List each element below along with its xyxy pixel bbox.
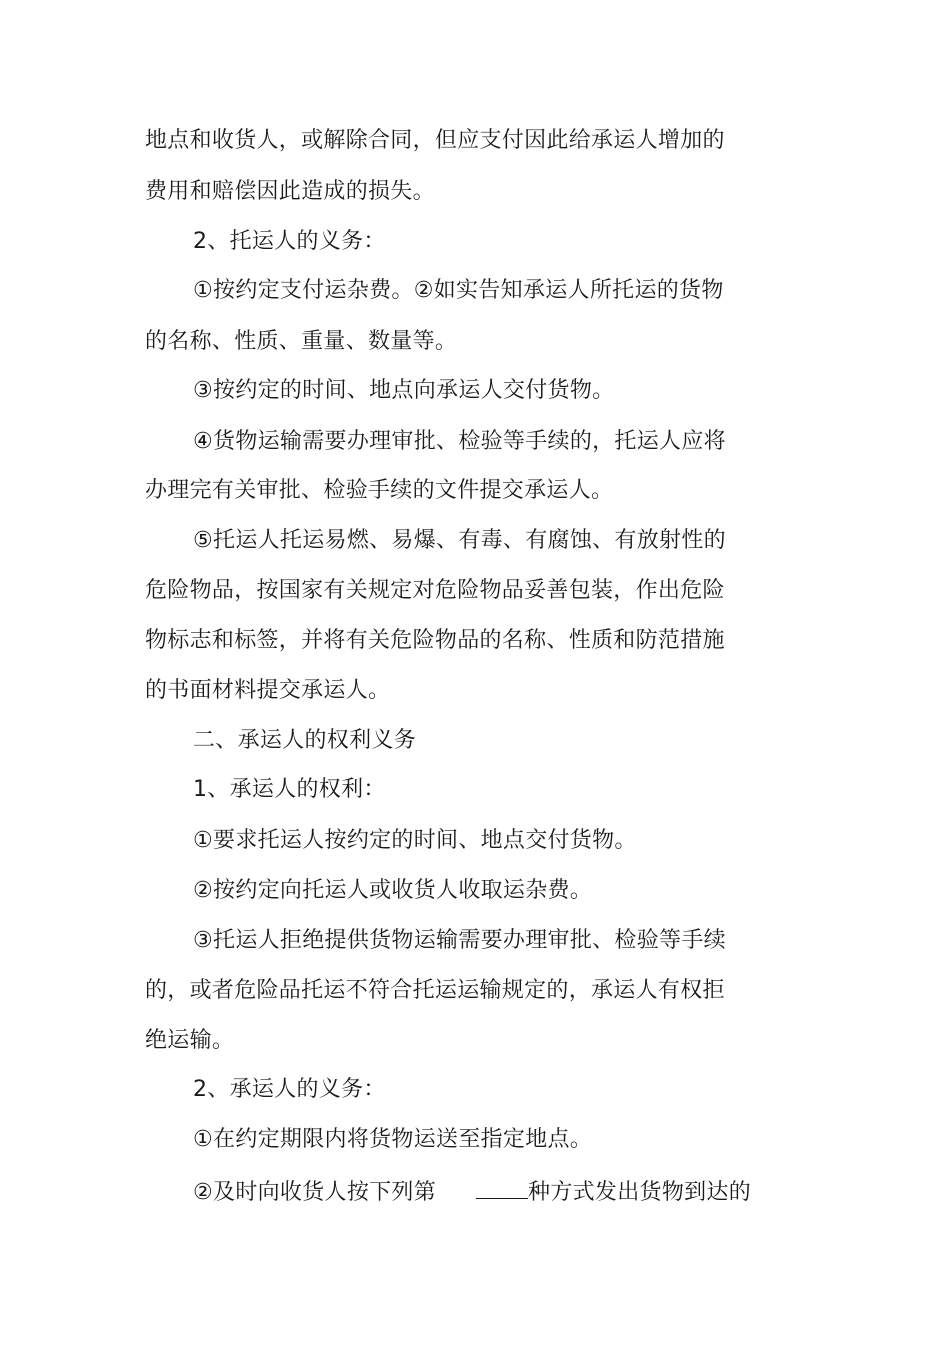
- text-line-1: 地点和收货人，或解除合同，但应支付因此给承运人增加的: [145, 128, 725, 153]
- text-line-4: ①按约定支付运杂费。②如实告知承运人所托运的货物: [193, 278, 724, 303]
- text-line-19: 绝运输。: [145, 1028, 235, 1053]
- text-line-18: 的，或者危险品托运不符合托运运输规定的，承运人有权拒: [145, 978, 725, 1003]
- text-line-17: ③托运人拒绝提供货物运输需要办理审批、检验等手续: [193, 928, 726, 953]
- section-heading-carrier-rights: 1、承运人的权利：: [193, 777, 386, 802]
- text-line-21: ①在约定期限内将货物运送至指定地点。: [193, 1127, 593, 1152]
- text-line-22-after-blank: 种方式发出货物到达的: [528, 1180, 752, 1205]
- text-line-6: ③按约定的时间、地点向承运人交付货物。: [193, 378, 615, 403]
- text-line-7: ④货物运输需要办理审批、检验等手续的，托运人应将: [193, 429, 726, 454]
- text-line-9: ⑤托运人托运易燃、易爆、有毒、有腐蚀、有放射性的: [193, 528, 726, 553]
- text-line-22: [193, 1176, 751, 1208]
- text-line-2: 费用和赔偿因此造成的损失。: [145, 179, 435, 204]
- section-heading-shipper-obligations: 2、托运人的义务：: [193, 229, 386, 254]
- text-line-10: 危险物品，按国家有关规定对危险物品妥善包装，作出危险: [145, 578, 725, 603]
- text-line-15: ①要求托运人按约定的时间、地点交付货物。: [193, 828, 637, 853]
- text-line-12: 的书面材料提交承运人。: [145, 678, 391, 703]
- text-line-16: ②按约定向托运人或收货人收取运杂费。: [193, 878, 593, 903]
- text-line-5: 的名称、性质、重量、数量等。: [145, 329, 458, 354]
- text-line-8: 办理完有关审批、检验手续的文件提交承运人。: [145, 478, 614, 503]
- section-heading-carrier-obligations: 2、承运人的义务：: [193, 1077, 386, 1102]
- section-heading-carrier-rights-obligations: 二、承运人的权利义务: [193, 728, 417, 753]
- text-line-22-before-blank: ②及时向收货人按下列第: [193, 1180, 437, 1205]
- fill-in-blank: [476, 1176, 528, 1199]
- text-line-11: 物标志和标签，并将有关危险物品的名称、性质和防范措施: [145, 628, 725, 653]
